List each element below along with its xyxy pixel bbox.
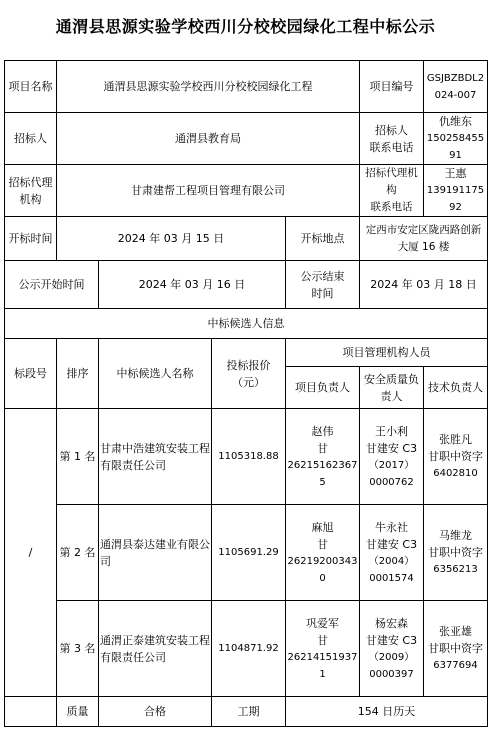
- tech-cert-prefix: 甘职中资字: [428, 546, 483, 559]
- open-place: 定西市安定区陇西路创新大厦 16 楼: [360, 217, 488, 261]
- tech-name: 张胜凡: [439, 433, 472, 446]
- publicity-end-label-line1: 公示结束: [300, 269, 345, 283]
- open-time: 2024 年 03 月 15 日: [57, 217, 286, 261]
- safety-cert-type: 甘建安 C3: [365, 441, 418, 455]
- header-safety-line1: 安全质量负: [364, 372, 419, 386]
- publicity-start: 2024 年 03 月 16 日: [99, 261, 286, 309]
- publicity-end-label: [286, 261, 360, 309]
- candidate-safety: [360, 409, 424, 505]
- candidate-tech: [424, 409, 488, 505]
- candidate-pm: [286, 505, 360, 601]
- publicity-end: 2024 年 03 月 18 日: [360, 261, 488, 309]
- candidate-price: 1104871.92: [212, 601, 286, 697]
- pm-cert-prefix: 甘: [317, 537, 328, 551]
- safety-cert-year: （2017）: [368, 459, 415, 471]
- tenderer-label: 招标人: [5, 113, 57, 165]
- candidate-safety: [360, 601, 424, 697]
- table-row: [5, 409, 488, 505]
- candidate-tech: [424, 601, 488, 697]
- candidate-rank: 第 1 名: [57, 409, 99, 505]
- pm-cert-no: 262151623675: [287, 459, 358, 488]
- project-name: 通渭县思源实验学校西川分校校园绿化工程: [57, 61, 360, 113]
- agency-contact-phone: 13919117592: [426, 185, 485, 213]
- agency: 甘肃建帮工程项目管理有限公司: [57, 165, 360, 217]
- tech-cert-no: 6402810: [433, 468, 478, 479]
- candidate-pm: [286, 601, 360, 697]
- safety-cert-no: 0000397: [369, 668, 414, 680]
- project-no-label: 项目编号: [360, 61, 424, 113]
- tenderer-contact-phone: 15025845591: [426, 133, 485, 161]
- agency-label-line1: 招标代理: [8, 175, 53, 189]
- project-no: GSJBZBDL2024-007: [424, 61, 488, 113]
- project-name-label: 项目名称: [5, 61, 57, 113]
- tenderer: 通渭县教育局: [57, 113, 360, 165]
- tech-name: 张亚雄: [439, 625, 472, 638]
- header-candidate-name: 中标候选人名称: [99, 339, 212, 409]
- pm-cert-no: 262192003430: [287, 555, 358, 584]
- duration-value: 154 日历天: [286, 697, 488, 727]
- pm-cert-prefix: 甘: [317, 441, 328, 455]
- tenderer-contact-name: 仇维东: [439, 115, 472, 128]
- safety-cert-year: （2004）: [368, 555, 415, 567]
- safety-name: 王小利: [375, 424, 408, 438]
- tech-name: 马维龙: [439, 529, 472, 542]
- tech-cert-prefix: 甘职中资字: [428, 642, 483, 655]
- candidate-name: 通渭正泰建筑安装工程有限责任公司: [99, 601, 212, 697]
- header-pm: 项目负责人: [286, 367, 360, 409]
- candidate-safety: [360, 505, 424, 601]
- tech-cert-no: 6377694: [433, 660, 478, 671]
- page-title: 通渭县思源实验学校西川分校校园绿化工程中标公示: [55, 17, 436, 36]
- agency-contact-label-line1: 招标代理机构: [365, 167, 418, 196]
- header-staff-group: 项目管理机构人员: [286, 339, 488, 367]
- agency-label-line2: 机构: [19, 192, 42, 206]
- agency-label: [5, 165, 57, 217]
- award-publicity-table: [4, 60, 488, 727]
- safety-cert-type: 甘建安 C3: [365, 537, 418, 551]
- footer-blank: [5, 697, 57, 727]
- candidate-price: 1105691.29: [212, 505, 286, 601]
- header-rank: 排序: [57, 339, 99, 409]
- agency-contact-name: 王惠: [444, 167, 467, 180]
- pm-cert-no: 262141519371: [287, 651, 358, 680]
- safety-cert-no: 0001574: [369, 572, 414, 584]
- candidate-tech: [424, 505, 488, 601]
- pm-name: 麻旭: [311, 520, 334, 534]
- pm-name: 巩爱军: [306, 616, 339, 630]
- table-row: [5, 601, 488, 697]
- candidate-price: 1105318.88: [212, 409, 286, 505]
- table-row: [5, 505, 488, 601]
- header-safety: [360, 367, 424, 409]
- agency-contact-label-line2: 联系电话: [370, 201, 413, 213]
- candidate-pm: [286, 409, 360, 505]
- header-price-line1: 投标报价: [226, 358, 271, 372]
- open-time-label: 开标时间: [5, 217, 57, 261]
- tenderer-contact-label-line1: 招标人: [375, 123, 408, 137]
- header-price-line2: （元）: [232, 375, 265, 389]
- header-safety-line2: 责人: [380, 389, 403, 403]
- safety-cert-year: （2009）: [368, 651, 415, 663]
- safety-cert-no: 0000762: [369, 476, 414, 488]
- publicity-end-label-line2: 时间: [311, 286, 334, 300]
- pm-name: 赵伟: [311, 424, 334, 438]
- safety-name: 牛永社: [375, 520, 408, 534]
- agency-contact-label: [360, 165, 424, 217]
- header-tech: 技术负责人: [424, 367, 488, 409]
- lot-no-value: /: [5, 409, 57, 697]
- duration-label: 工期: [212, 697, 286, 727]
- quality-label: 质量: [57, 697, 99, 727]
- header-price: [212, 339, 286, 409]
- header-lot-no: 标段号: [5, 339, 57, 409]
- quality-value: 合格: [99, 697, 212, 727]
- tech-cert-prefix: 甘职中资字: [428, 450, 483, 463]
- tenderer-contact-label-line2: 联系电话: [369, 140, 414, 154]
- candidate-rank: 第 3 名: [57, 601, 99, 697]
- candidate-name: 通渭县泰达建业有限公司: [99, 505, 212, 601]
- tenderer-contact-label: [360, 113, 424, 165]
- open-place-label: 开标地点: [286, 217, 360, 261]
- agency-contact: [424, 165, 488, 217]
- publicity-start-label: 公示开始时间: [5, 261, 99, 309]
- candidates-section-title: 中标候选人信息: [5, 309, 488, 339]
- tech-cert-no: 6356213: [433, 564, 478, 575]
- tenderer-contact: [424, 113, 488, 165]
- safety-cert-type: 甘建安 C3: [365, 633, 418, 647]
- candidate-name: 甘肃中浩建筑安装工程有限责任公司: [99, 409, 212, 505]
- candidate-rank: 第 2 名: [57, 505, 99, 601]
- pm-cert-prefix: 甘: [317, 633, 328, 647]
- safety-name: 杨宏森: [375, 616, 408, 630]
